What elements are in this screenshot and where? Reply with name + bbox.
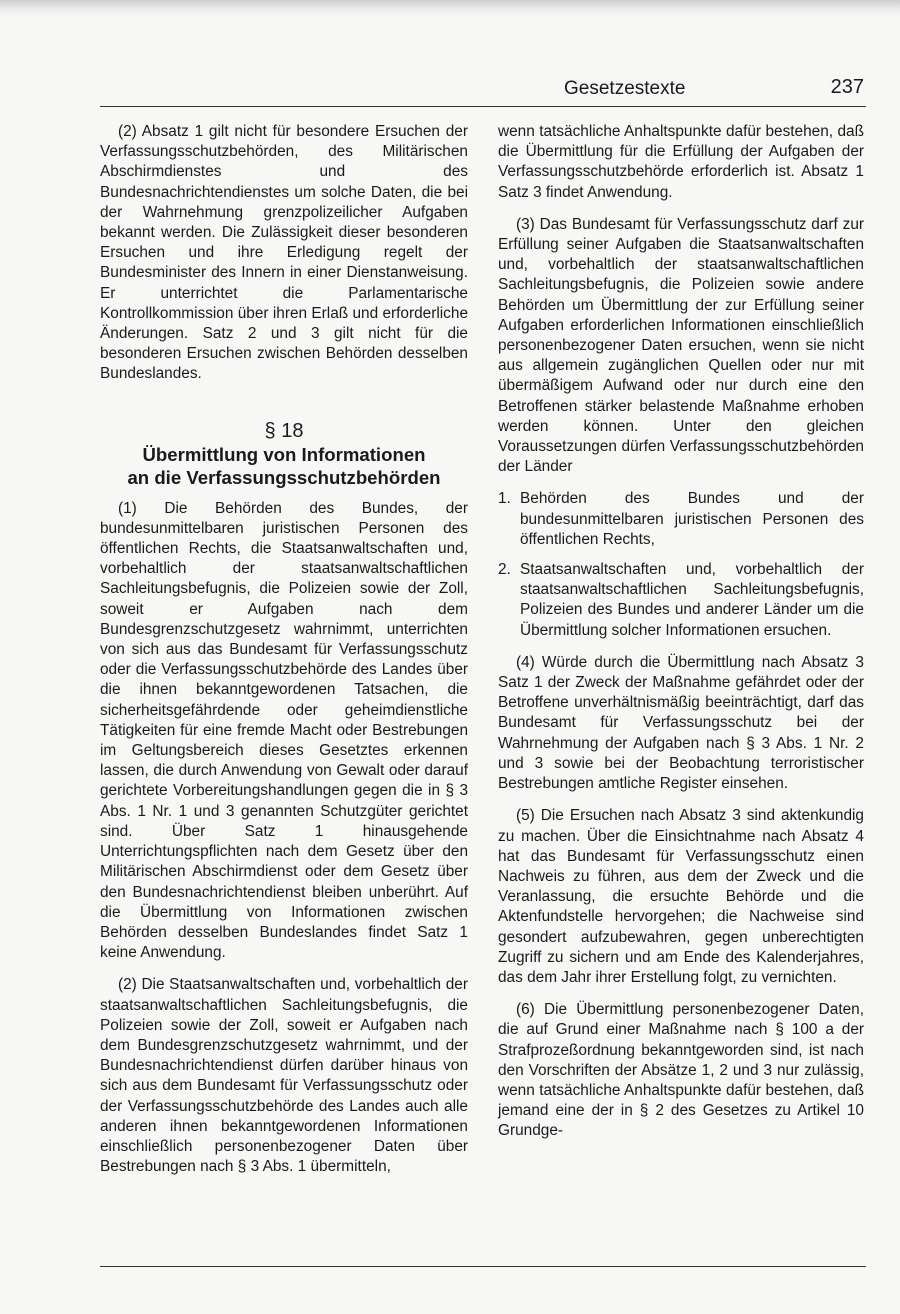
paragraph-18-4: (4) Würde durch die Übermittlung nach Absatz 3 Satz 1 der Zweck der Maßnahme gefährdet oder der Betroffene unverhältnismäßig beeinträchtigt, darf das Bundesamt für Verfassungsschutz bei der Wahrnehmung der Aufgaben nach § 3 Abs. 1 Nr. 2 und 3 sowie bei der Beobachtung terroristischer Bestrebungen amtliche Register einsehen. — [498, 653, 864, 793]
scan-edge — [0, 0, 900, 16]
list-item-number: 2. — [498, 561, 511, 579]
section-title-line2: an die Verfassungsschutzbehörden — [127, 466, 441, 488]
list-item-number: 1. — [498, 490, 511, 508]
paragraph-18-1: (1) Die Behörden des Bundes, der bundesunmittelbaren juristischen Personen des öffentlichen Rechts, die Staatsanwaltschaften und, vorbehaltlich der staatsanwaltschaftlichen Sachleitungsbefugnis, die Polizeien sowie der Zoll, soweit er Aufgaben nach dem Bundesgrenzschutzgesetz wahrnimmt, unterrichten von sich aus das Bundesamt für Verfassungsschutz oder die Verfassungsschutzbehörde des Landes über die ihnen bekanntgewordenen Tatsachen, die sicherheitsgefährdende oder geheimdienstliche Tätigkeiten für eine fremde Macht oder Bestrebungen im Geltungsbereich dieses Gesetztes erkennen lassen, die durch Anwendung von Gewalt oder darauf gerichtete Vorbereitungshandlungen gegen die in § 3 Abs. 1 Nr. 1 und 3 genannten Schutzgüter gerichtet sind. Über Satz 1 hinausgehende Unterrichtungspflichten nach dem Gesetz über den Militärischen Abschirmdienst oder dem Gesetz über den Bundesnachrichtendienst bleiben unberührt. Auf die Übermittlung von Informationen zwischen Behörden desselben Bundeslandes findet Satz 1 keine Anwendung. — [100, 499, 468, 962]
section-heading — [100, 419, 468, 489]
list-item — [498, 489, 864, 550]
paragraph-continuation: wenn tatsächliche Anhaltspunkte dafür bestehen, daß die Übermittlung für die Erfüllung der Aufgaben der Verfassungsschutzbehörde erforderlich ist. Absatz 1 Satz 3 findet Anwendung. — [498, 123, 864, 201]
footer-rule — [100, 1266, 866, 1267]
paragraph-18-6: (6) Die Übermittlung personenbezogener Daten, die auf Grund einer Maßnahme nach § 100 a der Strafprozeßordnung bekanntgeworden sind, ist nach den Vorschriften der Absätze 1, 2 und 3 nur zulässig, wenn tatsächliche Anhaltspunkte dafür bestehen, daß jemand eine der in § 2 des Gesetzes zu Artikel 10 Grundge- — [498, 1001, 864, 1140]
section-number: § 18 — [264, 419, 304, 442]
left-column — [100, 122, 468, 1189]
header-rule — [100, 106, 866, 107]
numbered-list — [498, 489, 864, 640]
list-item — [498, 560, 864, 641]
paragraph-17-2: (2) Absatz 1 gilt nicht für besondere Ersuchen der Verfassungsschutzbehörden, des Militärischen Abschirmdienstes und des Bundesnachrichtendienstes um solche Daten, die bei der Wahrnehmung grenzpolizeilicher Aufgaben bekannt werden. Die Zulässigkeit dieser besonderen Ersuchen und ihre Erledigung regelt der Bundesminister des Innern in einer Dienstanweisung. Er unterrichtet die Parlamentarische Kontrollkommission über ihren Erlaß und erforderliche Änderungen. Satz 2 und 3 gilt nicht für die besonderen Ersuchen zwischen Behörden desselben Bundeslandes. — [100, 123, 468, 383]
page-header — [100, 76, 866, 104]
list-item-text: Staatsanwaltschaften und, vorbehaltlich der staatsanwaltschaftlichen Sachleitungsbefugnis, Polizeien des Bundes und anderer Länder um die Übermittlung solcher Informationen ersuchen. — [520, 561, 864, 639]
list-item-text: Behörden des Bundes und der bundesunmittelbaren juristischen Personen des öffentlichen Rechts, — [520, 490, 864, 548]
right-column — [498, 122, 864, 1154]
running-title: Gesetzestexte — [564, 78, 686, 99]
page-number: 237 — [830, 76, 864, 98]
section-title-line1: Übermittlung von Informationen — [142, 443, 426, 465]
paragraph-18-3: (3) Das Bundesamt für Verfassungsschutz darf zur Erfüllung seiner Aufgaben die Staatsanwaltschaften und, vorbehaltlich der staatsanwaltschaftlichen Sachleitungsbefugnis, die Polizeien sowie andere Behörden um Übermittlung der zur Erfüllung seiner Aufgaben erforderlichen Informationen einschließlich personenbezogener Daten ersuchen, wenn sie nicht aus allgemein zugänglichen Quellen oder nur mit übermäßigem Aufwand oder nur durch eine den Betroffenen stärker belastende Maßnahme erhoben werden können. Unter den gleichen Voraussetzungen dürfen Verfassungsschutzbehörden der Länder — [498, 215, 864, 476]
paragraph-18-2: (2) Die Staatsanwaltschaften und, vorbehaltlich der staatsanwaltschaftlichen Sachleitungsbefugnis, die Polizeien sowie der Zoll, soweit er Aufgaben nach dem Bundesgrenzschutzgesetz wahrnimmt, und der Bundesnachrichtendienst dürfen darüber hinaus von sich aus dem Bundesamt für Verfassungsschutz oder der Verfassungsschutzbehörde des Landes auch alle anderen ihnen bekanntgewordenen Informationen einschließlich personenbezogener Daten über Bestrebungen nach § 3 Abs. 1 übermitteln, — [100, 976, 468, 1176]
paragraph-18-5: (5) Die Ersuchen nach Absatz 3 sind aktenkundig zu machen. Über die Einsichtnahme nach Absatz 4 hat das Bundesamt für Verfassungsschutz einen Nachweis zu führen, aus dem der Zweck und die Veranlassung, die ersuchte Behörde und die Aktenfundstelle hervorgehen; die Nachweise sind gesondert aufzubewahren, gegen unberechtigten Zugriff zu sichern und am Ende des Kalenderjahres, das dem Jahr ihrer Erstellung folgt, zu vernichten. — [498, 807, 864, 986]
